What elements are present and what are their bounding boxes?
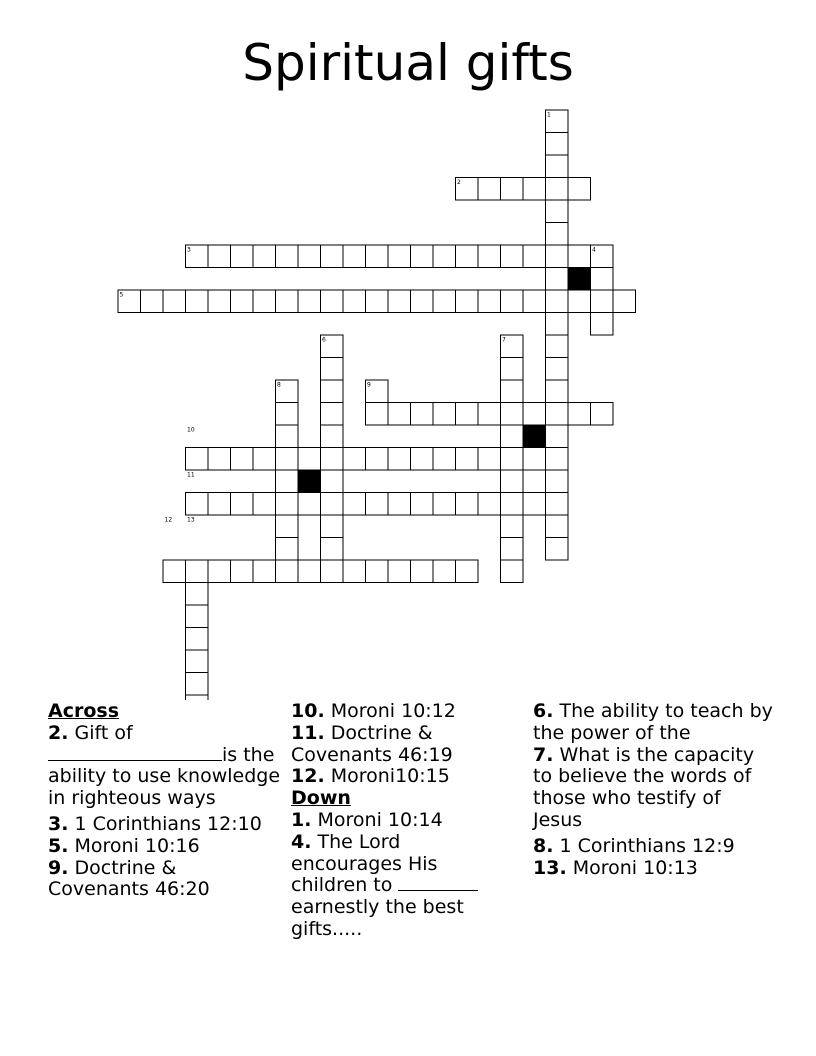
grid-cell[interactable] xyxy=(478,448,501,471)
grid-cell[interactable] xyxy=(523,448,546,471)
grid-cell[interactable] xyxy=(163,290,186,313)
grid-cell[interactable] xyxy=(523,403,546,426)
grid-cell[interactable] xyxy=(568,178,591,201)
grid-cell[interactable] xyxy=(478,290,501,313)
grid-cell[interactable] xyxy=(321,560,344,583)
clue-number: 13 xyxy=(187,516,195,524)
grid-cell[interactable] xyxy=(501,403,524,426)
grid-cell[interactable] xyxy=(546,133,569,156)
down-clue-4: 4. The Lord encourages His children to earnestly the best gifts..... xyxy=(291,832,491,941)
grid-cell[interactable] xyxy=(276,515,299,538)
answer-blank xyxy=(398,875,478,891)
grid-cell[interactable] xyxy=(546,538,569,561)
clue-number: 11 xyxy=(187,471,195,479)
clues-column-1 xyxy=(48,701,283,901)
grid-cell[interactable] xyxy=(163,560,186,583)
grid-cell[interactable] xyxy=(321,515,344,538)
grid-cell[interactable] xyxy=(433,493,456,516)
grid-cell[interactable] xyxy=(478,493,501,516)
grid-cell[interactable] xyxy=(298,560,321,583)
grid-cell[interactable] xyxy=(546,200,569,223)
clues-column-2 xyxy=(291,701,496,941)
grid-cell[interactable] xyxy=(433,403,456,426)
grid-cell[interactable] xyxy=(186,695,209,700)
grid-cell[interactable] xyxy=(186,673,209,696)
grid-cell[interactable] xyxy=(478,178,501,201)
grid-cell[interactable] xyxy=(523,178,546,201)
grid-cell[interactable] xyxy=(231,493,254,516)
grid-cell[interactable] xyxy=(321,425,344,448)
down-clue-6: 6. The ability to teach by the power of the xyxy=(533,700,773,744)
grid-cell[interactable] xyxy=(141,290,164,313)
clue-number: 10 xyxy=(187,426,195,434)
grid-cell[interactable] xyxy=(343,493,366,516)
across-clue-5: 5. Moroni 10:16 xyxy=(48,834,200,857)
grid-cell[interactable] xyxy=(208,245,231,268)
grid-cell[interactable] xyxy=(501,493,524,516)
grid-cell[interactable] xyxy=(186,560,209,583)
across-clue-11: 11. Doctrine & Covenants 46:19 xyxy=(291,721,453,766)
down-header: Down xyxy=(291,787,351,810)
grid-cell[interactable] xyxy=(456,560,479,583)
grid-cell[interactable] xyxy=(546,223,569,246)
clue-number: 6 xyxy=(322,336,326,344)
grid-cell[interactable] xyxy=(501,538,524,561)
grid-cell[interactable] xyxy=(186,605,209,628)
grid-cell[interactable] xyxy=(321,290,344,313)
grid-cell[interactable] xyxy=(276,403,299,426)
grid-cell[interactable] xyxy=(456,403,479,426)
grid-cell[interactable] xyxy=(388,290,411,313)
grid-cell[interactable] xyxy=(523,493,546,516)
down-clue-13: 13. Moroni 10:13 xyxy=(533,856,698,879)
grid-cell[interactable] xyxy=(546,313,569,336)
grid-cell[interactable] xyxy=(478,403,501,426)
grid-cell[interactable] xyxy=(546,403,569,426)
down-clue-8: 8. 1 Corinthians 12:9 xyxy=(533,834,735,857)
grid-cell[interactable] xyxy=(591,313,614,336)
grid-cell[interactable] xyxy=(276,448,299,471)
grid-cell[interactable] xyxy=(478,245,501,268)
grid-cell[interactable] xyxy=(366,290,389,313)
grid-cell[interactable] xyxy=(591,268,614,291)
grid-cell[interactable] xyxy=(321,380,344,403)
clue-number: 3 xyxy=(187,246,191,254)
grid-cell[interactable] xyxy=(546,425,569,448)
grid-cell[interactable] xyxy=(433,448,456,471)
clue-number: 7 xyxy=(502,336,506,344)
grid-cell[interactable] xyxy=(433,245,456,268)
grid-cell[interactable] xyxy=(186,628,209,651)
clue-number: 4 xyxy=(592,246,596,254)
clue-number: 8 xyxy=(277,381,281,389)
grid-cell[interactable] xyxy=(231,245,254,268)
grid-cell[interactable] xyxy=(208,448,231,471)
grid-cell[interactable] xyxy=(546,493,569,516)
across-header: Across xyxy=(48,700,120,722)
grid-cell[interactable] xyxy=(298,448,321,471)
grid-cell[interactable] xyxy=(276,470,299,493)
grid-cell[interactable] xyxy=(411,403,434,426)
grid-cell[interactable] xyxy=(276,425,299,448)
grid-cell[interactable] xyxy=(186,650,209,673)
grid-cell[interactable] xyxy=(253,448,276,471)
grid-cell[interactable] xyxy=(321,493,344,516)
grid-cell[interactable] xyxy=(613,290,636,313)
grid-cell[interactable] xyxy=(456,245,479,268)
grid-cell[interactable] xyxy=(501,470,524,493)
grid-cell[interactable] xyxy=(186,493,209,516)
grid-cell[interactable] xyxy=(433,560,456,583)
grid-cell[interactable] xyxy=(343,290,366,313)
clue-number: 12 xyxy=(164,516,173,524)
grid-cell[interactable] xyxy=(208,290,231,313)
grid-cell[interactable] xyxy=(276,538,299,561)
grid-cell[interactable] xyxy=(298,493,321,516)
grid-cell[interactable] xyxy=(366,560,389,583)
grid-cell[interactable] xyxy=(591,290,614,313)
grid-cell[interactable] xyxy=(501,448,524,471)
grid-cell[interactable] xyxy=(208,560,231,583)
grid-cell[interactable] xyxy=(456,290,479,313)
down-clue-1: 1. Moroni 10:14 xyxy=(291,808,443,831)
grid-cell[interactable] xyxy=(343,245,366,268)
black-cell xyxy=(523,425,546,448)
down-clue-7: 7. What is the capacity to believe the words of those who testify of Jesus xyxy=(533,743,755,831)
grid-cell[interactable] xyxy=(253,493,276,516)
grid-cell[interactable] xyxy=(388,245,411,268)
grid-cell[interactable] xyxy=(546,245,569,268)
across-clue-12: 12. Moroni10:15 xyxy=(291,765,450,788)
grid-cell[interactable] xyxy=(321,448,344,471)
puzzle-title: Spiritual gifts xyxy=(242,34,574,92)
grid-cell[interactable] xyxy=(411,448,434,471)
grid-cell[interactable] xyxy=(253,290,276,313)
grid-cell[interactable] xyxy=(411,245,434,268)
grid-cell[interactable] xyxy=(321,538,344,561)
grid-cell[interactable] xyxy=(343,448,366,471)
grid-cell[interactable] xyxy=(186,448,209,471)
grid-cell[interactable] xyxy=(276,560,299,583)
grid-cell[interactable] xyxy=(231,448,254,471)
answer-blank xyxy=(48,745,222,761)
grid-cell[interactable] xyxy=(388,448,411,471)
grid-cell[interactable] xyxy=(546,380,569,403)
grid-cell[interactable] xyxy=(253,560,276,583)
clue-number: 1 xyxy=(547,111,551,119)
grid-cell[interactable] xyxy=(568,403,591,426)
grid-cell[interactable] xyxy=(186,290,209,313)
grid-cell[interactable] xyxy=(208,493,231,516)
grid-cell[interactable] xyxy=(231,560,254,583)
grid-cell[interactable] xyxy=(343,560,366,583)
grid-cell[interactable] xyxy=(298,245,321,268)
grid-cell[interactable] xyxy=(546,515,569,538)
grid-cell[interactable] xyxy=(501,245,524,268)
across-clue-2: 2. Gift of is the ability to use knowledge in righteous ways xyxy=(48,721,281,810)
grid-cell[interactable] xyxy=(321,358,344,381)
grid-cell[interactable] xyxy=(546,155,569,178)
grid-cell[interactable] xyxy=(546,268,569,291)
grid-cell[interactable] xyxy=(366,403,389,426)
clue-number: 9 xyxy=(367,381,371,389)
clue-number: 5 xyxy=(119,291,124,299)
clue-number: 2 xyxy=(457,179,461,186)
grid-cell[interactable] xyxy=(276,493,299,516)
grid-cell[interactable] xyxy=(546,358,569,381)
across-clue-9: 9. Doctrine & Covenants 46:20 xyxy=(48,856,210,901)
grid-cell[interactable] xyxy=(456,493,479,516)
grid-cell[interactable] xyxy=(388,560,411,583)
grid-cell[interactable] xyxy=(388,403,411,426)
grid-cell[interactable] xyxy=(411,560,434,583)
grid-cell[interactable] xyxy=(298,290,321,313)
grid-cell[interactable] xyxy=(366,245,389,268)
grid-cell[interactable] xyxy=(321,245,344,268)
grid-cell[interactable] xyxy=(501,178,524,201)
grid-cell[interactable] xyxy=(546,448,569,471)
grid-cell[interactable] xyxy=(321,470,344,493)
grid-cell[interactable] xyxy=(546,470,569,493)
grid-cell[interactable] xyxy=(321,403,344,426)
grid-cell[interactable] xyxy=(501,358,524,381)
grid-cell[interactable] xyxy=(546,335,569,358)
black-cell xyxy=(568,268,591,291)
across-clue-10: 10. Moroni 10:12 xyxy=(291,700,456,722)
black-cell xyxy=(298,470,321,493)
grid-cell[interactable] xyxy=(546,178,569,201)
grid-cell[interactable] xyxy=(231,290,254,313)
grid-cell[interactable] xyxy=(523,290,546,313)
grid-cell[interactable] xyxy=(186,583,209,606)
grid-cell[interactable] xyxy=(501,515,524,538)
grid-cell[interactable] xyxy=(501,380,524,403)
grid-cell[interactable] xyxy=(366,448,389,471)
grid-cell[interactable] xyxy=(276,290,299,313)
grid-cell[interactable] xyxy=(433,290,456,313)
grid-cell[interactable] xyxy=(366,493,389,516)
grid-cell[interactable] xyxy=(411,290,434,313)
grid-cell[interactable] xyxy=(456,448,479,471)
grid-cell[interactable] xyxy=(276,245,299,268)
grid-cell[interactable] xyxy=(523,245,546,268)
grid-cell[interactable] xyxy=(388,493,411,516)
grid-cell[interactable] xyxy=(501,425,524,448)
grid-cell[interactable] xyxy=(501,290,524,313)
grid-cell[interactable] xyxy=(501,560,524,583)
grid-cell[interactable] xyxy=(411,493,434,516)
grid-cell[interactable] xyxy=(568,245,591,268)
across-clue-3: 3. 1 Corinthians 12:10 xyxy=(48,812,262,835)
grid-cell[interactable] xyxy=(591,403,614,426)
grid-cell[interactable] xyxy=(253,245,276,268)
clues-column-3 xyxy=(533,701,773,879)
grid-cell[interactable] xyxy=(568,290,591,313)
